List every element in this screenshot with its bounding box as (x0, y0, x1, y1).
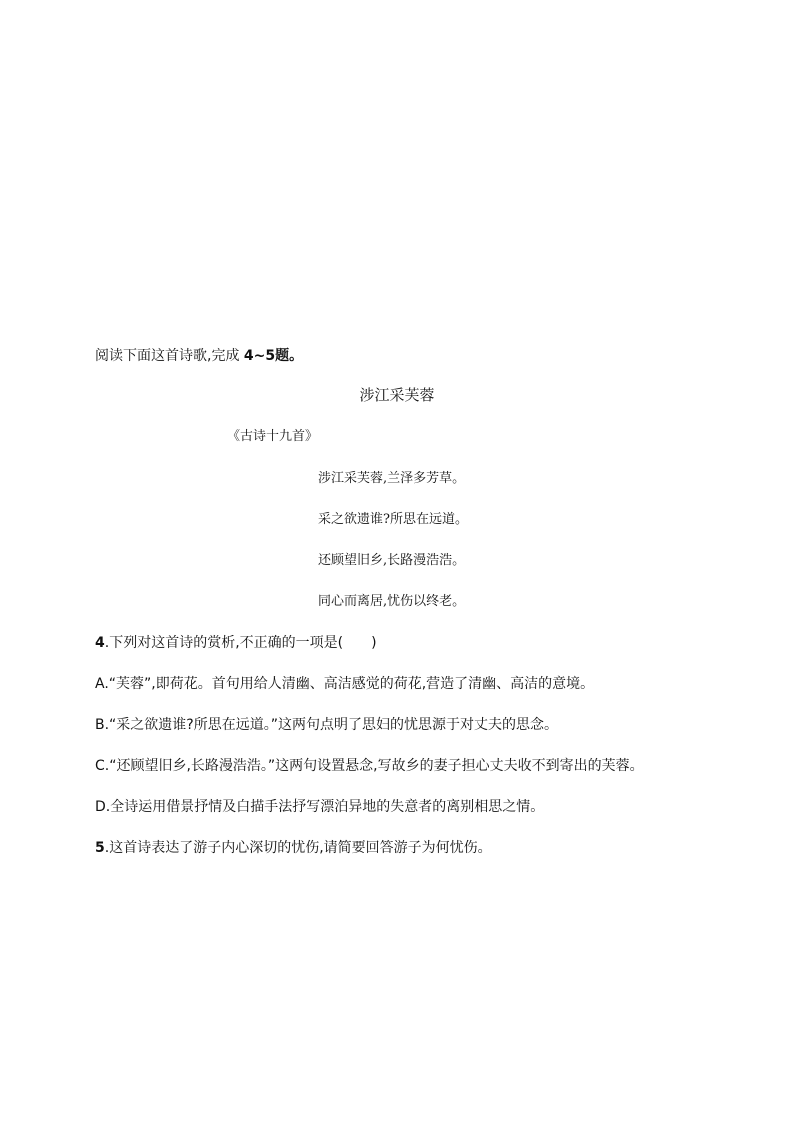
option-b: B.“采之欲遗谁?所思在远道。”这两句点明了思妇的忧思源于对丈夫的思念。 (95, 717, 558, 733)
question-5-text: .这首诗表达了游子内心深切的忧伤,请简要回答游子为何忧伤。 (104, 840, 492, 856)
reading-instruction (95, 349, 303, 363)
poem-line-4: 同心而离居,忧伤以终老。 (318, 594, 466, 609)
poem-line-3: 还顾望旧乡,长路漫浩浩。 (318, 553, 466, 568)
instruction-prefix: 阅读下面这首诗歌,完成 (95, 348, 240, 364)
option-a: A.“芙蓉”,即荷花。首句用给人清幽、高洁感觉的荷花,营造了清幽、高洁的意境。 (95, 676, 595, 692)
poem-source: 《古诗十九首》 (227, 429, 319, 444)
poem-line-1: 涉江采芙蓉,兰泽多芳草。 (318, 471, 466, 486)
question-4-text: .下列对这首诗的赏析,不正确的一项是( ) (104, 635, 377, 651)
question-5-number: 5 (95, 840, 105, 856)
question-5 (95, 841, 492, 855)
poem-line-2: 采之欲遗谁?所思在远道。 (318, 512, 468, 527)
question-range: 4~5 (243, 348, 276, 364)
instruction-suffix: 题。 (275, 348, 304, 364)
question-4 (95, 636, 377, 650)
poem-title: 涉江采芙蓉 (359, 386, 435, 404)
option-d: D.全诗运用借景抒情及白描手法抒写漂泊异地的失意者的离别相思之情。 (95, 799, 545, 815)
question-4-number: 4 (95, 635, 105, 651)
option-c: C.“还顾望旧乡,长路漫浩浩。”这两句设置悬念,写故乡的妻子担心丈夫收不到寄出的芙蓉。 (95, 758, 644, 774)
